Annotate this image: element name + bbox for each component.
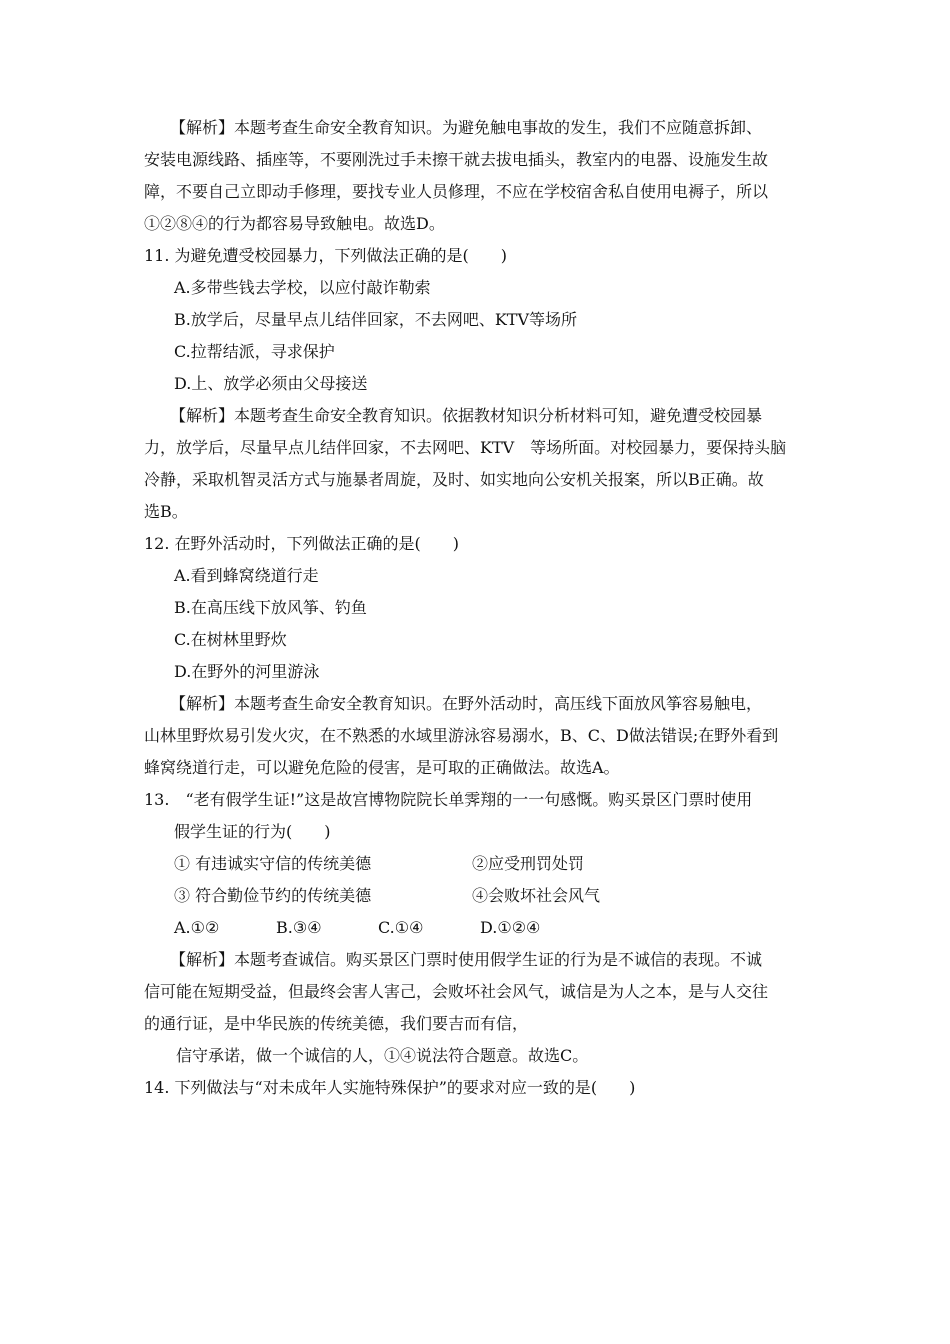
q10-analysis-line-4: ①②⑧④的行为都容易导致触电。故选D。 [144, 214, 445, 233]
q11-analysis-line-1: 【解析】本题考查生命安全教育知识。依据教材知识分析材料可知，避免遭受校园暴 [170, 406, 763, 425]
q13-stem-line-2: 假学生证的行为( ) [174, 822, 331, 841]
q12-option-b: B.在高压线下放风筝、钓鱼 [174, 598, 367, 617]
q13-choice-b: B.③④ [276, 918, 322, 937]
q13-analysis-line-4: 信守承诺，做一个诚信的人，①④说法符合题意。故选C。 [176, 1046, 589, 1065]
q12-option-a: A.看到蜂窝绕道行走 [174, 566, 319, 585]
q10-analysis-line-1: 【解析】本题考查生命安全教育知识。为避免触电事故的发生，我们不应随意拆卸、 [170, 118, 763, 137]
q12-analysis-line-1: 【解析】本题考查生命安全教育知识。在野外活动时，高压线下面放风筝容易触电， [170, 694, 763, 713]
q11-analysis-line-2: 力，放学后，尽量早点儿结伴回家，不去网吧、KTV 等场所面。对校园暴力，要保持头脑 [144, 438, 787, 457]
q11-stem: 11. 为避免遭受校园暴力，下列做法正确的是( ) [144, 246, 508, 265]
q12-option-c: C.在树林里野炊 [174, 630, 287, 649]
q13-analysis-line-1: 【解析】本题考查诚信。购买景区门票时使用假学生证的行为是不诚信的表现。不诚 [170, 950, 763, 969]
q13-choice-d: D.①②④ [480, 918, 541, 937]
q11-option-b: B.放学后，尽量早点儿结伴回家，不去网吧、KTV等场所 [174, 310, 578, 329]
q12-option-d: D.在野外的河里游泳 [174, 662, 320, 681]
q13-choice-c: C.①④ [378, 918, 424, 937]
q11-option-a: A.多带些钱去学校，以应付敲诈勒索 [174, 278, 431, 297]
q13-analysis-line-2: 信可能在短期受益，但最终会害人害己，会败坏社会风气，诚信是为人之本，是与人交往 [144, 982, 769, 1001]
q11-option-d: D.上、放学必须由父母接送 [174, 374, 368, 393]
q12-stem: 12. 在野外活动时，下列做法正确的是( ) [144, 534, 460, 553]
q13-analysis-line-3: 的通行证，是中华民族的传统美德，我们要吉而有信， [144, 1014, 529, 1033]
q10-analysis-line-2: 安装电源线路、插座等，不要刚洗过手未擦干就去拔电插头，教室内的电器、设施发生故 [144, 150, 769, 169]
q11-analysis-line-4: 选B。 [144, 502, 188, 521]
q14-stem: 14. 下列做法与“对未成年人实施特殊保护”的要求对应一致的是( ) [144, 1078, 636, 1097]
q12-analysis-line-3: 蜂窝绕道行走，可以避免危险的侵害，是可取的正确做法。故选A。 [144, 758, 620, 777]
q10-analysis-line-3: 障，不要自己立即动手修理，要找专业人员修理，不应在学校宿舍私自使用电褥子，所以 [144, 182, 769, 201]
q13-item-2: ②应受刑罚处罚 [472, 854, 585, 873]
q13-item-3: ③ 符合勤俭节约的传统美德 [174, 886, 372, 905]
q11-analysis-line-3: 冷静，采取机智灵活方式与施暴者周旋，及时、如实地向公安机关报案，所以B正确。故 [144, 470, 764, 489]
q13-choice-a: A.①② [174, 918, 220, 937]
q13-item-1: ① 有违诚实守信的传统美德 [174, 854, 372, 873]
q13-stem-line-1: 13. “老有假学生证!”这是故宫博物院院长单霁翔的一一句感慨。购买景区门票时使用 [144, 790, 753, 809]
q11-option-c: C.拉帮结派，寻求保护 [174, 342, 335, 361]
q12-analysis-line-2: 山林里野炊易引发火灾，在不熟悉的水域里游泳容易溺水，B、C、D做法错误;在野外看到 [144, 726, 779, 745]
q13-item-4: ④会败坏社会风气 [472, 886, 601, 905]
